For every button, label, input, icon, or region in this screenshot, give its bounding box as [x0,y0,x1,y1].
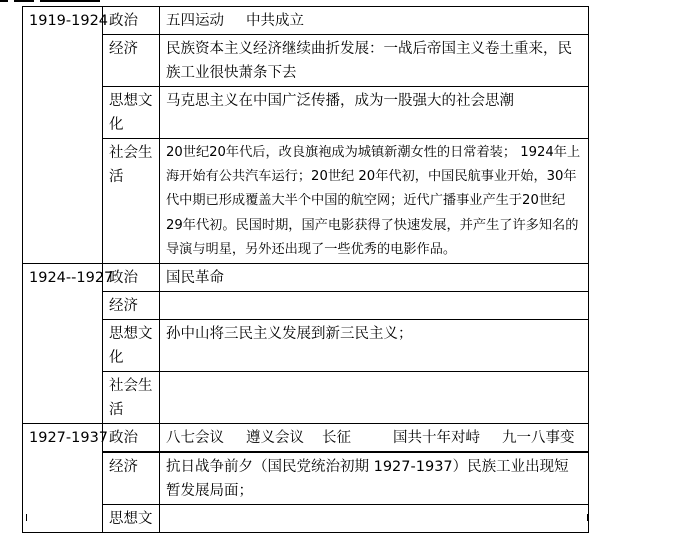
period-cell: 1927-1937 [23,424,103,533]
category-cell: 政治 [103,424,160,453]
table-edge-mark [587,514,588,521]
period-cell: 1919-1924 [23,7,103,264]
category-cell: 社会生活 [103,139,160,264]
table-row [23,264,589,292]
category-cell: 社会生活 [103,372,160,424]
content-cell [160,292,589,320]
content-cell [160,372,589,424]
table-row [23,320,589,372]
content-cell: 国民革命 [160,264,589,292]
content-cell: 孙中山将三民主义发展到新三民主义； [160,320,589,372]
table-row [23,139,589,264]
table-row [23,87,589,139]
event-item: 中共成立 [246,13,304,29]
table-row [23,452,589,505]
category-cell: 思想文化 [103,320,160,372]
table-row [23,372,589,424]
history-timeline-table [22,6,589,533]
category-cell: 经济 [103,35,160,87]
category-cell: 思想文化 [103,87,160,139]
event-item: 国共十年对峙 [393,430,480,447]
category-cell: 政治 [103,7,160,35]
content-cell: 民族资本主义经济继续曲折发展：一战后帝国主义卷土重来，民族工业很快萧条下去 [160,35,589,87]
content-cell [160,424,589,453]
table-row [23,7,589,35]
content-cell [160,505,589,533]
table-row [23,424,589,453]
event-item: 九一八事变 [502,430,575,447]
category-cell: 思想文 [103,505,160,533]
table-row [23,35,589,87]
category-cell: 经济 [103,292,160,320]
table-row [23,292,589,320]
category-cell: 经济 [103,452,160,505]
event-item: 长征 [322,430,351,447]
table-row [23,505,589,533]
cropped-heading-fragment [0,0,120,4]
content-cell: 20世纪20年代后，改良旗袍成为城镇新潮女性的日常着装； 1924年上海开始有公共汽车运行；20世纪 20年代初，中国民航事业开始，30年代中期已形成覆盖大半个中国的航空网；近代广播事业产生于20世纪 29年代初。民国时期，国产电影获得了快速发展，并产生了许多知名的导演与明星，另外还出现了一些优秀的电影作品。 [160,139,589,264]
event-item: 八七会议 [166,430,224,447]
content-cell: 马克思主义在中国广泛传播，成为一股强大的社会思潮 [160,87,589,139]
category-cell: 政治 [103,264,160,292]
history-timeline-table-container [22,6,588,533]
period-cell: 1924--1927 [23,264,103,424]
event-item: 遵义会议 [246,430,304,447]
content-cell [160,7,589,35]
event-item: 五四运动 [166,13,224,29]
content-cell: 抗日战争前夕（国民党统治初期 1927-1937）民族工业出现短暂发展局面； [160,452,589,505]
table-edge-mark [26,514,27,521]
